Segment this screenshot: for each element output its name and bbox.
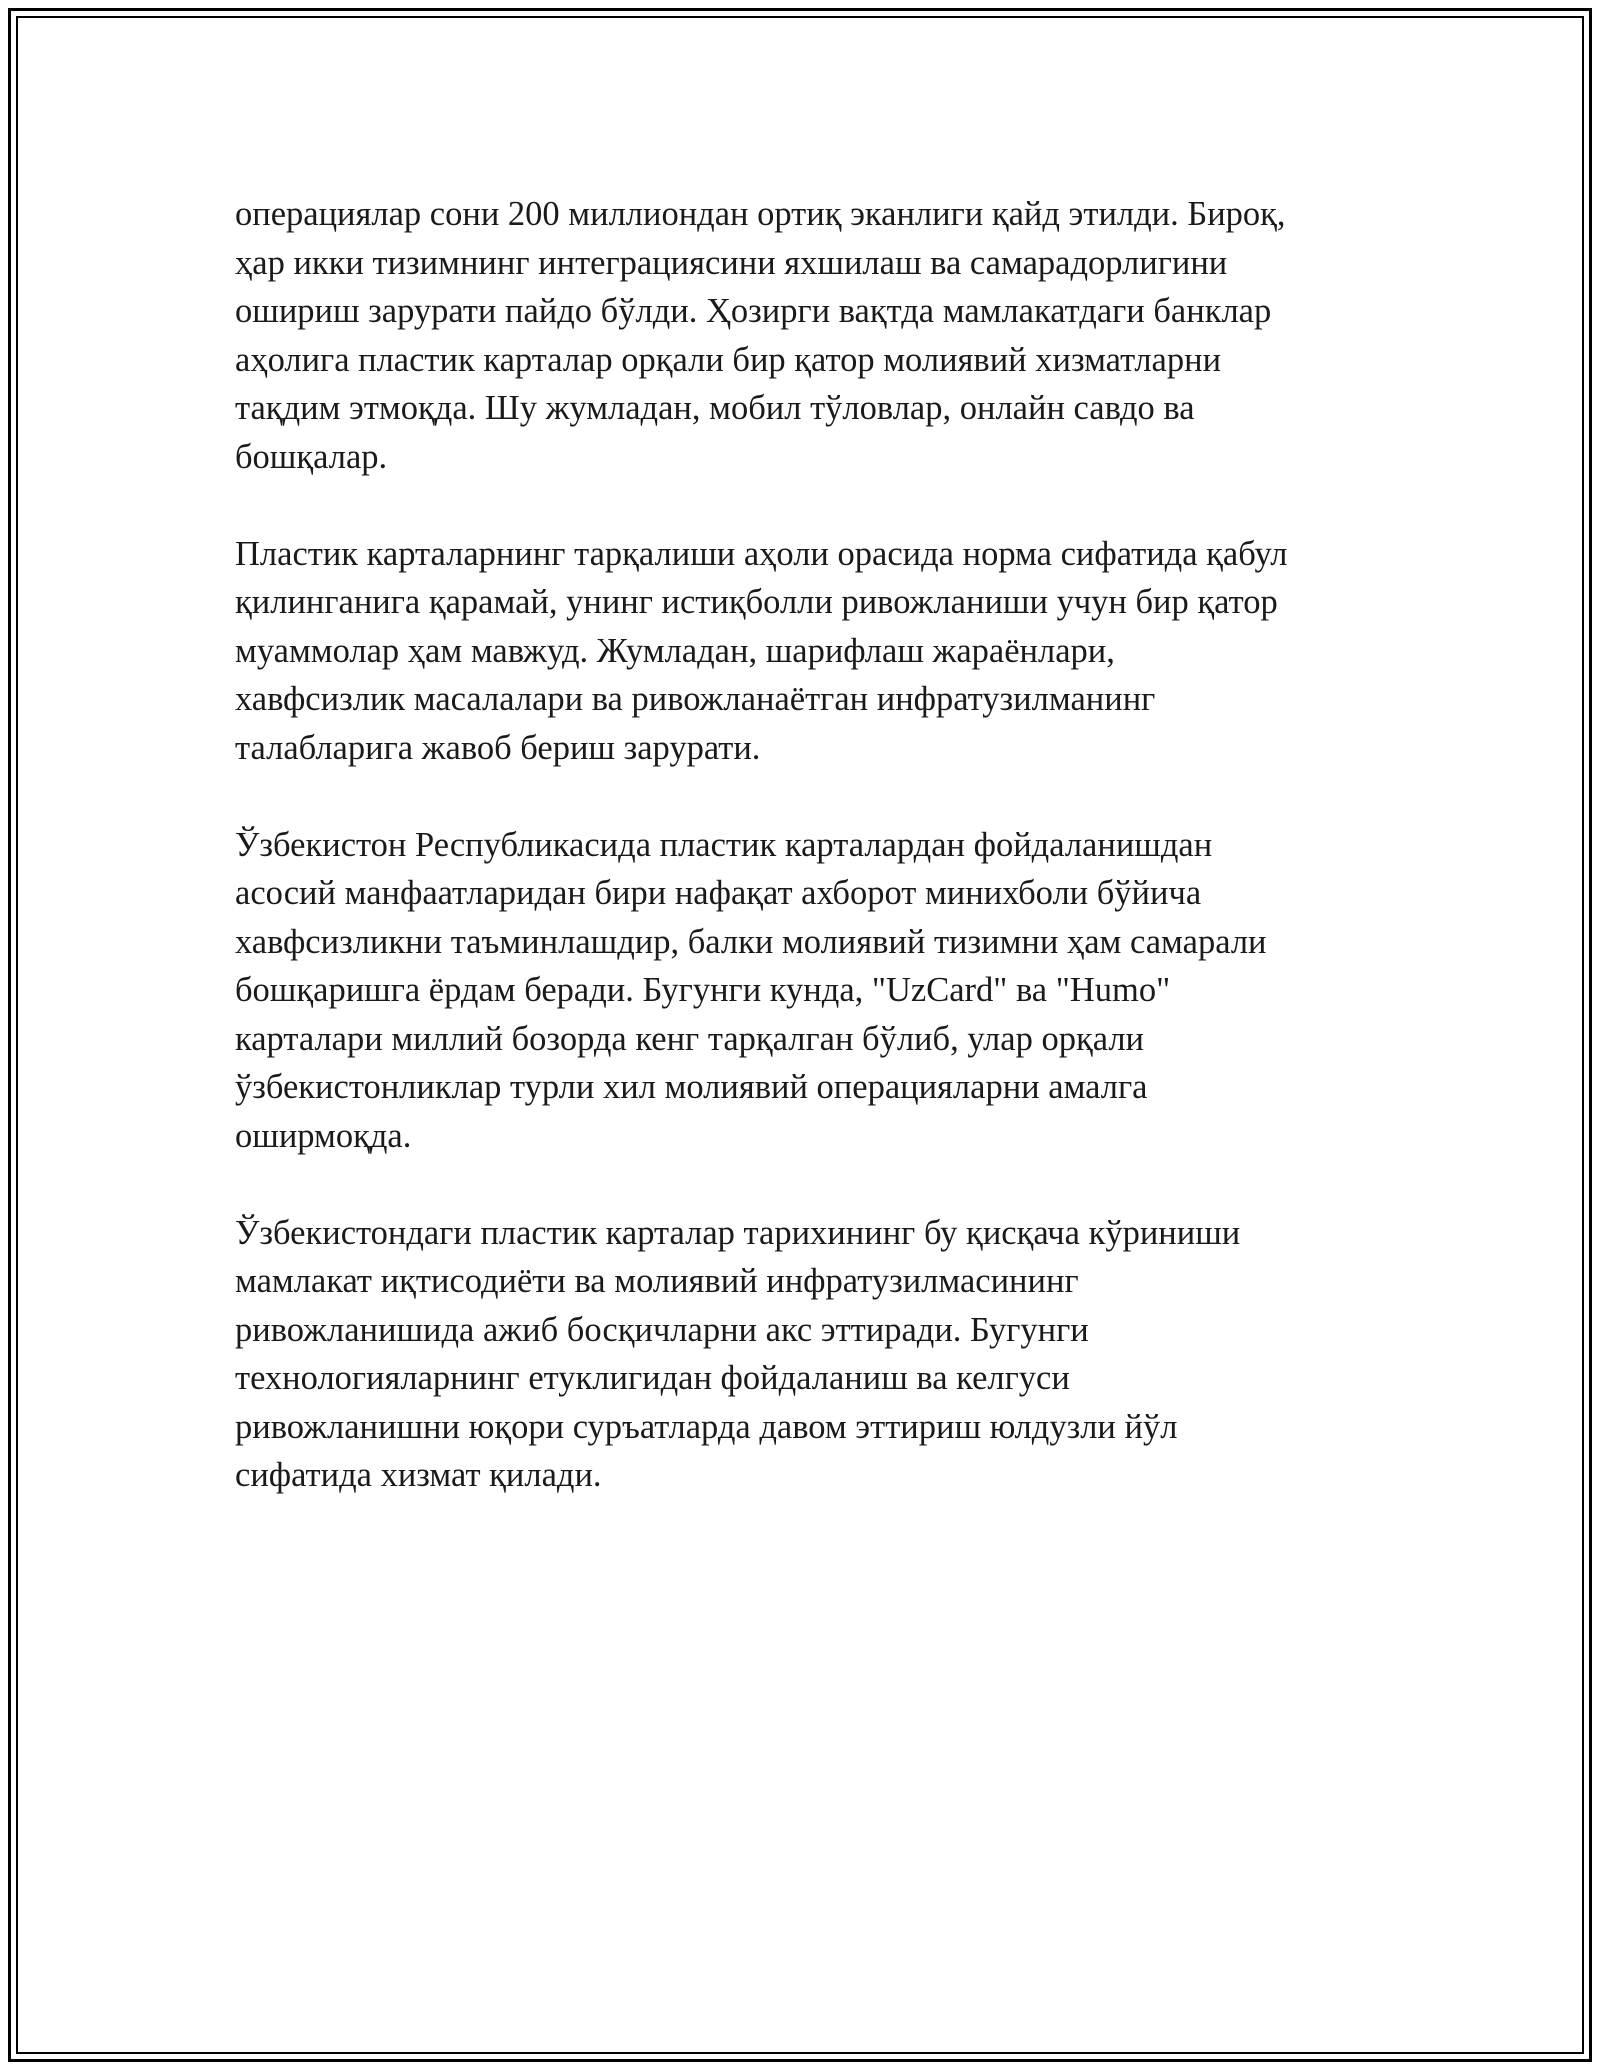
paragraph-4: Ўзбекистондаги пластик карталар тарихининг бу қисқача кўриниши мамлакат иқтисодиёти ва молиявий инфратузилмасининг ривожланишида ажиб босқичларни акс эттиради. Бугунги технологияларнинг етуклигидан фойдаланиш ва келгуси ривожланишни юқори суръатларда давом эттириш юлдузли йўл сифатида хизмат қилади. bbox=[235, 1213, 1241, 1494]
paragraph-2: Пластик карталарнинг тарқалиши аҳоли орасида норма сифатида қабул қилинганига қарамай, унинг истиқболли ривожланиши учун бир қатор муаммолар ҳам мавжуд. Жумладан, шарифлаш жараёнлари, хавфсизлик масалалари ва ривожланаётган инфратузилманинг талабларига жавоб бериш зарурати. bbox=[235, 534, 1288, 767]
document-body bbox=[235, 190, 1375, 1548]
paragraph-1: операциялар сони 200 миллиондан ортиқ эканлиги қайд этилди. Бироқ, ҳар икки тизимнинг интеграциясини яхшилаш ва самарадорлигини ошириш зарурати пайдо бўлди. Ҳозирги вақтда мамлакатдаги банклар аҳолига пластик карталар орқали бир қатор молиявий хизматларни тақдим этмоқда. Шу жумладан, мобил тўловлар, онлайн савдо ва бошқалар. bbox=[235, 195, 1286, 476]
paragraph-3: Ўзбекистон Республикасида пластик карталардан фойдаланишдан асосий манфаатларидан бири нафақат ахборот минихболи бўйича хавфсизликни таъминлашдир, балки молиявий тизимни ҳам самарали бошқаришга ёрдам беради. Бугунги кунда, "UzCard" ва "Humo" карталари миллий бозорда кенг тарқалган бўлиб, улар орқали ўзбекистонликлар турли хил молиявий операцияларни амалга оширмоқда. bbox=[235, 825, 1267, 1155]
